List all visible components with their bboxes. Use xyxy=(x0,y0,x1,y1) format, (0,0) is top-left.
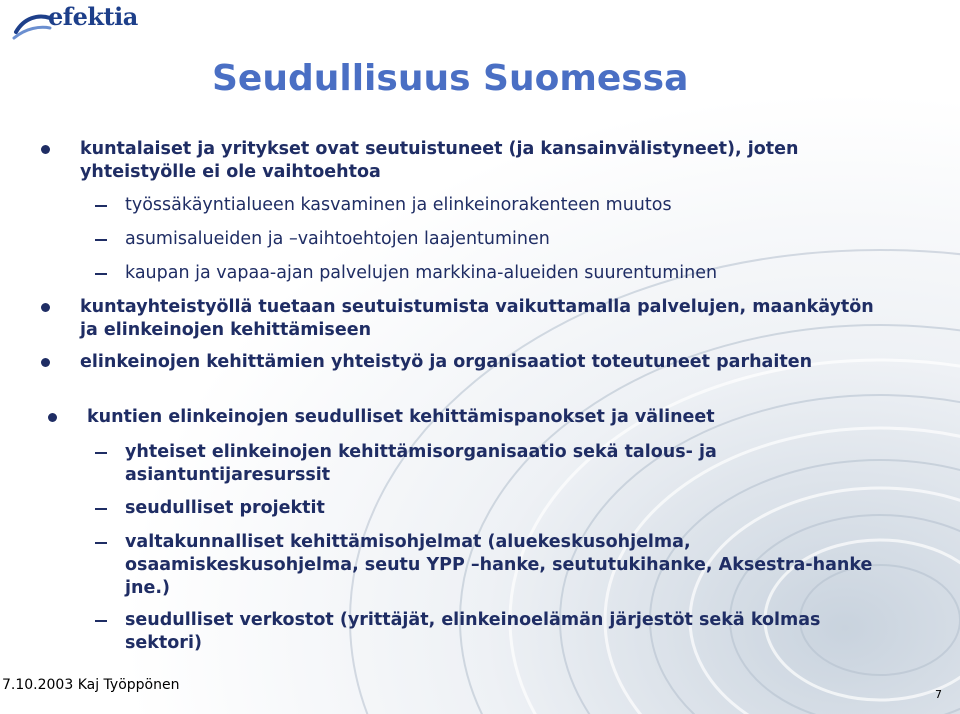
page-number: 7 xyxy=(935,688,942,701)
sub-bullet-item: yhteiset elinkeinojen kehittämisorganisaatio sekä talous- ja asiantuntijaresurssit xyxy=(125,441,885,487)
sub-bullet-item: valtakunnalliset kehittämisohjelmat (aluekeskusohjelma, osaamiskeskusohjelma, seutu YPP –hanke, seututukihanke, Aksestra-hanke jne.) xyxy=(125,531,885,600)
logo-swoosh-icon xyxy=(12,6,52,42)
footer-date-author: 7.10.2003 Kaj Työppönen xyxy=(2,677,180,693)
slide-title: Seudullisuus Suomessa xyxy=(212,58,689,99)
bullet-item: elinkeinojen kehittämien yhteistyö ja organisaatiot toteutuneet parhaiten xyxy=(80,351,880,374)
sub-bullet-item: työssäkäyntialueen kasvaminen ja elinkeinorakenteen muutos xyxy=(125,194,885,217)
sub-bullet-item: seudulliset projektit xyxy=(125,497,885,520)
sub-bullet-item: asumisalueiden ja –vaihtoehtojen laajentuminen xyxy=(125,228,885,251)
sub-bullet-item: kaupan ja vapaa-ajan palvelujen markkina-alueiden suurentuminen xyxy=(125,262,885,285)
logo-text: efektia xyxy=(48,2,138,31)
bullet-item: kuntayhteistyöllä tuetaan seutuistumista vaikuttamalla palvelujen, maankäytön ja elinkeinojen kehittämiseen xyxy=(80,296,880,342)
sub-bullet-item: seudulliset verkostot (yrittäjät, elinkeinoelämän järjestöt sekä kolmas sektori) xyxy=(125,609,885,655)
bullet-item: kuntien elinkeinojen seudulliset kehittämispanokset ja välineet xyxy=(87,406,887,429)
efektia-logo xyxy=(12,2,142,40)
bullet-item: kuntalaiset ja yritykset ovat seutuistuneet (ja kansainvälistyneet), joten yhteistyölle ei ole vaihtoehtoa xyxy=(80,138,880,184)
